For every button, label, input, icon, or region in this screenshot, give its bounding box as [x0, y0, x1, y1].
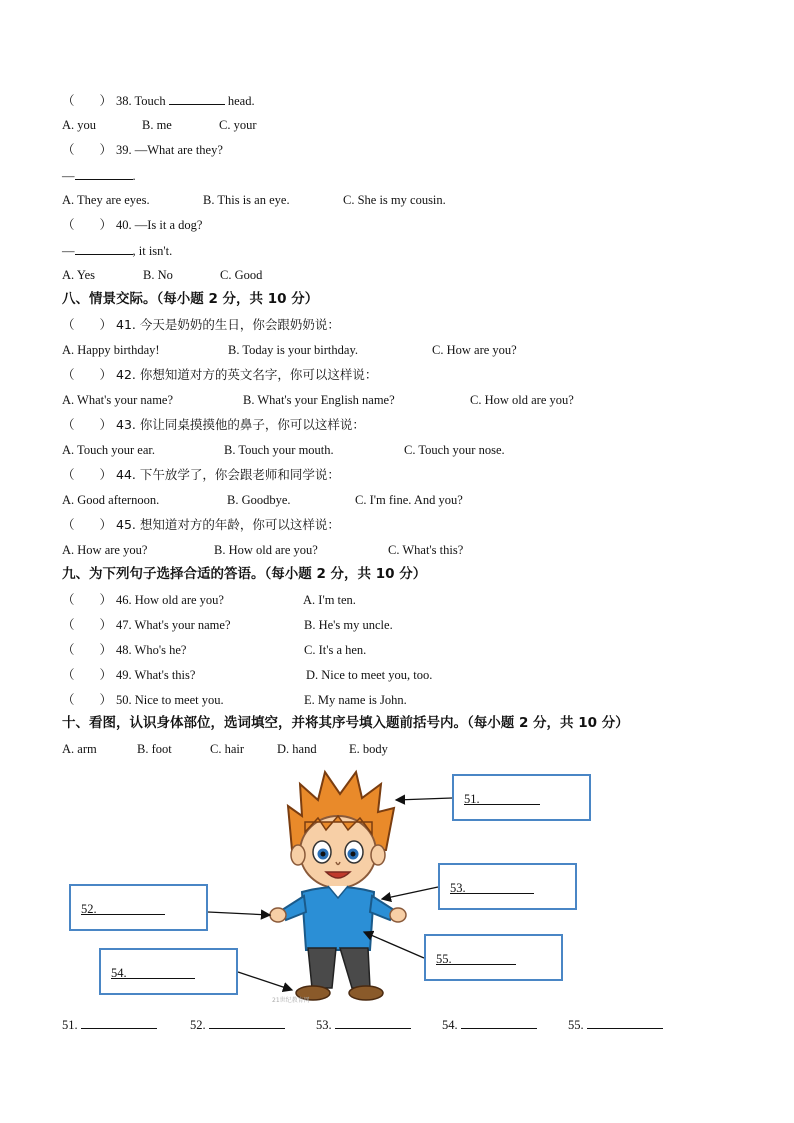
question-39-answer-line: — . [62, 169, 136, 183]
question-39: （ ） 39. —What are they? [62, 143, 223, 157]
question-45: （ ） 45. 想知道对方的年龄，你可以这样说： [62, 517, 340, 532]
question-42: （ ） 42. 你想知道对方的英文名字，你可以这样说： [62, 367, 378, 382]
question-48: （ ） 48. Who's he? C. It's a hen. [62, 643, 367, 657]
question-49: （ ） 49. What's this? D. Nice to meet you, too. [62, 668, 433, 682]
arrow-54 [238, 972, 292, 990]
label-box-51[interactable]: 51. [452, 774, 591, 821]
answer-55[interactable] [587, 1016, 663, 1029]
question-42-options: A. What's your name? B. What's your English name? C. How old are you? [62, 393, 574, 407]
left-ear [291, 845, 305, 865]
answer-54[interactable] [461, 1016, 537, 1029]
section-10-title: 十、看图，认识身体部位，选词填空，并将其序号填入题前括号内。（每小题 2 分，共 10 分） [62, 715, 629, 731]
section-8-title: 八、情景交际。（每小题 2 分，共 10 分） [62, 291, 319, 307]
question-43-options: A. Touch your ear. B. Touch your mouth. C. Touch your nose. [62, 443, 505, 457]
answer-53[interactable] [335, 1016, 411, 1029]
section-9-title: 九、为下列句子选择合适的答语。（每小题 2 分，共 10 分） [62, 566, 427, 582]
right-leg [340, 948, 370, 988]
question-41: （ ） 41. 今天是奶奶的生日，你会跟奶奶说： [62, 317, 340, 332]
answer-line: 51. 52. 53. 54. 55. [62, 1016, 157, 1033]
watermark: 21世纪教育网 [272, 997, 310, 1004]
answer-51[interactable] [81, 1016, 157, 1029]
question-40-options: A. Yes B. No C. Good [62, 268, 263, 282]
question-44-options: A. Good afternoon. B. Goodbye. C. I'm fine. And you? [62, 493, 463, 507]
label-box-52[interactable]: 52. [69, 884, 208, 931]
question-50: （ ） 50. Nice to meet you. E. My name is John. [62, 693, 407, 707]
label-box-53[interactable]: 53. [438, 863, 577, 910]
question-38-options: A. you B. me C. your [62, 118, 257, 132]
arrow-55 [364, 932, 424, 958]
left-leg [308, 948, 336, 988]
arrow-51 [396, 798, 452, 800]
right-foot [349, 986, 383, 1000]
question-45-options: A. How are you? B. How old are you? C. What's this? [62, 543, 464, 557]
question-40: （ ） 40. —Is it a dog? [62, 218, 203, 232]
left-hand [270, 908, 286, 922]
question-41-options: A. Happy birthday! B. Today is your birthday. C. How are you? [62, 343, 517, 357]
word-bank: A. arm B. foot C. hair D. hand E. body [62, 742, 388, 756]
question-39-options: A. They are eyes. B. This is an eye. C. She is my cousin. [62, 193, 446, 207]
label-box-54[interactable]: 54. [99, 948, 238, 995]
right-ear [371, 845, 385, 865]
label-box-55[interactable]: 55. [424, 934, 563, 981]
arrow-52 [208, 912, 270, 915]
question-40-answer-line: — , it isn't. [62, 244, 173, 258]
question-38: （ ） 38. Touch head. [62, 94, 255, 108]
right-hand [390, 908, 406, 922]
answer-52[interactable] [209, 1016, 285, 1029]
question-44: （ ） 44. 下午放学了，你会跟老师和同学说： [62, 467, 340, 482]
question-46: （ ） 46. How old are you? A. I'm ten. [62, 593, 356, 607]
arrow-53 [382, 887, 438, 899]
question-43: （ ） 43. 你让同桌摸摸他的鼻子，你可以这样说： [62, 417, 365, 432]
question-47: （ ） 47. What's your name? B. He's my uncle. [62, 618, 393, 632]
